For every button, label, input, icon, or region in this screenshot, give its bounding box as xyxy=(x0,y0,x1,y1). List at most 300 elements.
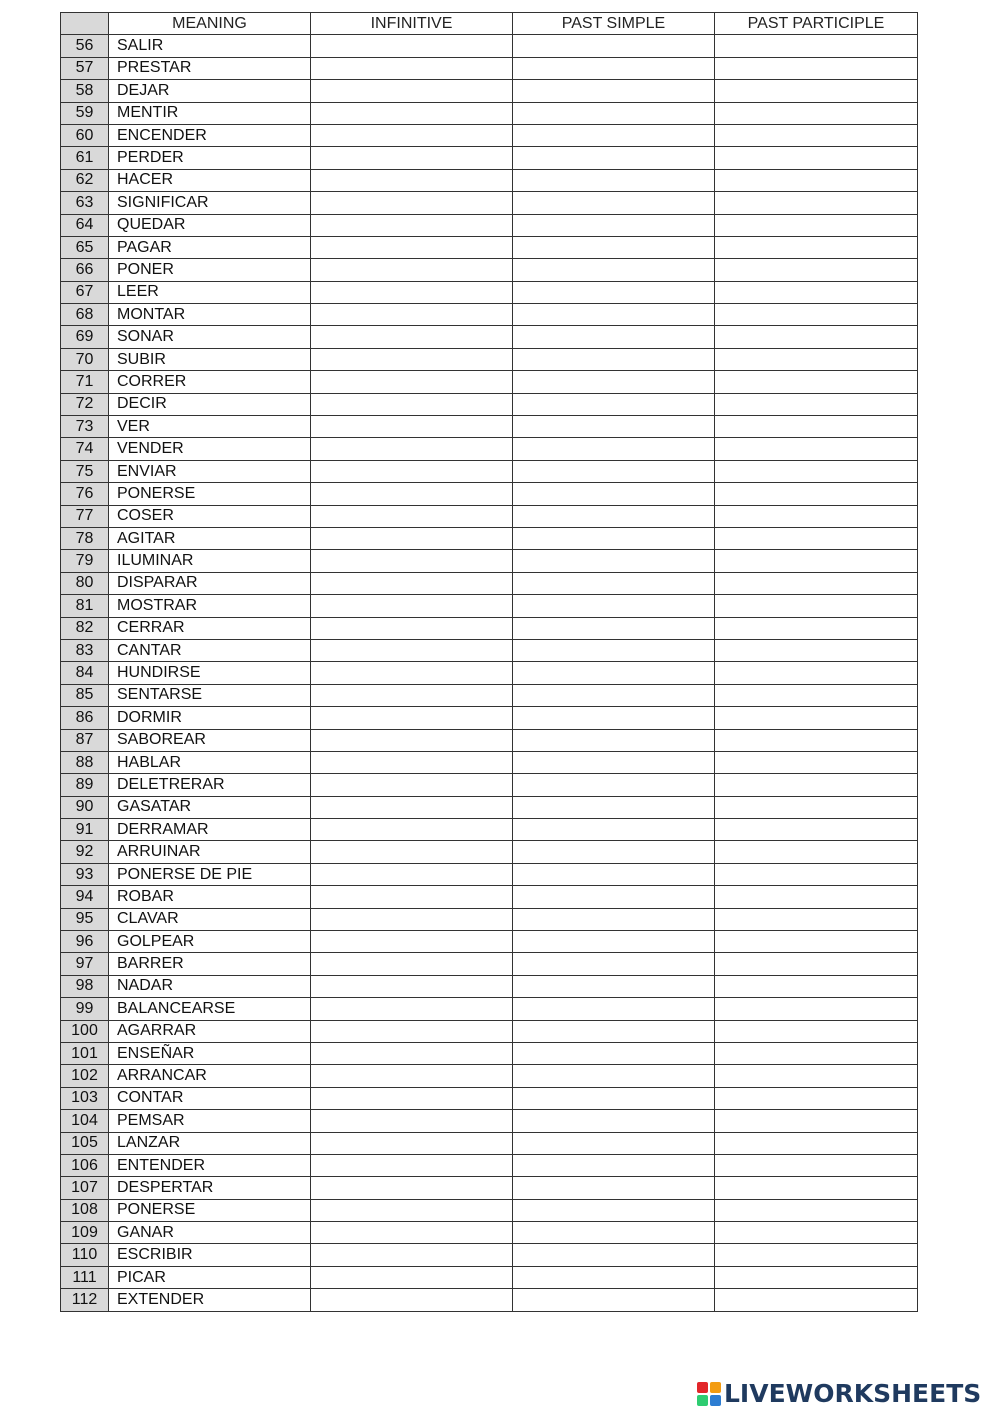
past-participle-cell[interactable] xyxy=(715,684,918,706)
table-row xyxy=(61,1266,918,1288)
row-number: 74 xyxy=(61,438,109,460)
row-number: 89 xyxy=(61,774,109,796)
table-row xyxy=(61,908,918,930)
table-row xyxy=(61,819,918,841)
meaning-cell: EXTENDER xyxy=(109,1289,311,1311)
infinitive-cell[interactable] xyxy=(311,1110,513,1132)
infinitive-cell[interactable] xyxy=(311,774,513,796)
row-number: 102 xyxy=(61,1065,109,1087)
infinitive-cell[interactable] xyxy=(311,1087,513,1109)
meaning-cell: DERRAMAR xyxy=(109,819,311,841)
infinitive-cell[interactable] xyxy=(311,1199,513,1221)
past-participle-cell[interactable] xyxy=(715,80,918,102)
past-simple-cell[interactable] xyxy=(513,483,715,505)
past-participle-cell[interactable] xyxy=(715,1154,918,1176)
past-simple-cell[interactable] xyxy=(513,304,715,326)
past-participle-cell[interactable] xyxy=(715,998,918,1020)
meaning-cell: VENDER xyxy=(109,438,311,460)
meaning-cell: SABOREAR xyxy=(109,729,311,751)
past-simple-cell[interactable] xyxy=(513,1132,715,1154)
past-participle-cell[interactable] xyxy=(715,416,918,438)
past-simple-cell[interactable] xyxy=(513,393,715,415)
row-number: 85 xyxy=(61,684,109,706)
past-participle-cell[interactable] xyxy=(715,35,918,57)
row-number: 75 xyxy=(61,460,109,482)
past-participle-cell[interactable] xyxy=(715,124,918,146)
past-simple-cell[interactable] xyxy=(513,707,715,729)
table-row xyxy=(61,102,918,124)
past-participle-cell[interactable] xyxy=(715,572,918,594)
past-participle-cell[interactable] xyxy=(715,796,918,818)
row-number: 88 xyxy=(61,751,109,773)
table-row xyxy=(61,1020,918,1042)
row-number: 106 xyxy=(61,1154,109,1176)
past-simple-cell[interactable] xyxy=(513,684,715,706)
past-simple-cell[interactable] xyxy=(513,35,715,57)
table-row xyxy=(61,460,918,482)
infinitive-cell[interactable] xyxy=(311,214,513,236)
row-number: 73 xyxy=(61,416,109,438)
table-row xyxy=(61,662,918,684)
past-participle-cell[interactable] xyxy=(715,57,918,79)
infinitive-cell[interactable] xyxy=(311,527,513,549)
infinitive-cell[interactable] xyxy=(311,416,513,438)
past-simple-cell[interactable] xyxy=(513,729,715,751)
infinitive-cell[interactable] xyxy=(311,505,513,527)
table-row xyxy=(61,953,918,975)
infinitive-cell[interactable] xyxy=(311,1042,513,1064)
table-row xyxy=(61,348,918,370)
infinitive-cell[interactable] xyxy=(311,169,513,191)
past-simple-cell[interactable] xyxy=(513,348,715,370)
past-simple-cell[interactable] xyxy=(513,1065,715,1087)
liveworksheets-brand xyxy=(697,1378,981,1410)
meaning-cell: COSER xyxy=(109,505,311,527)
table-row xyxy=(61,998,918,1020)
past-participle-cell[interactable] xyxy=(715,460,918,482)
infinitive-cell[interactable] xyxy=(311,975,513,997)
infinitive-cell[interactable] xyxy=(311,326,513,348)
header-past-simple: PAST SIMPLE xyxy=(513,13,715,35)
row-number: 65 xyxy=(61,236,109,258)
infinitive-cell[interactable] xyxy=(311,998,513,1020)
meaning-cell: PICAR xyxy=(109,1266,311,1288)
row-number: 72 xyxy=(61,393,109,415)
infinitive-cell[interactable] xyxy=(311,57,513,79)
row-number: 107 xyxy=(61,1177,109,1199)
infinitive-cell[interactable] xyxy=(311,1065,513,1087)
past-simple-cell[interactable] xyxy=(513,819,715,841)
infinitive-cell[interactable] xyxy=(311,908,513,930)
past-participle-cell[interactable] xyxy=(715,707,918,729)
past-participle-cell[interactable] xyxy=(715,751,918,773)
meaning-cell: PRESTAR xyxy=(109,57,311,79)
infinitive-cell[interactable] xyxy=(311,147,513,169)
past-participle-cell[interactable] xyxy=(715,729,918,751)
row-number: 78 xyxy=(61,527,109,549)
past-participle-cell[interactable] xyxy=(715,348,918,370)
past-participle-cell[interactable] xyxy=(715,102,918,124)
past-participle-cell[interactable] xyxy=(715,1132,918,1154)
past-participle-cell[interactable] xyxy=(715,214,918,236)
past-participle-cell[interactable] xyxy=(715,236,918,258)
past-simple-cell[interactable] xyxy=(513,57,715,79)
past-participle-cell[interactable] xyxy=(715,1110,918,1132)
meaning-cell: PONERSE xyxy=(109,1199,311,1221)
infinitive-cell[interactable] xyxy=(311,348,513,370)
past-participle-cell[interactable] xyxy=(715,1266,918,1288)
meaning-cell: ILUMINAR xyxy=(109,550,311,572)
past-participle-cell[interactable] xyxy=(715,505,918,527)
table-row xyxy=(61,1244,918,1266)
row-number: 87 xyxy=(61,729,109,751)
past-participle-cell[interactable] xyxy=(715,1289,918,1311)
past-simple-cell[interactable] xyxy=(513,259,715,281)
row-number: 105 xyxy=(61,1132,109,1154)
liveworksheets-logo-icon xyxy=(697,1382,721,1406)
infinitive-cell[interactable] xyxy=(311,259,513,281)
past-participle-cell[interactable] xyxy=(715,550,918,572)
infinitive-cell[interactable] xyxy=(311,102,513,124)
table-row xyxy=(61,617,918,639)
meaning-cell: ESCRIBIR xyxy=(109,1244,311,1266)
past-simple-cell[interactable] xyxy=(513,617,715,639)
table-row xyxy=(61,259,918,281)
meaning-cell: CANTAR xyxy=(109,639,311,661)
row-number: 99 xyxy=(61,998,109,1020)
meaning-cell: BALANCEARSE xyxy=(109,998,311,1020)
table-row xyxy=(61,886,918,908)
past-participle-cell[interactable] xyxy=(715,1087,918,1109)
meaning-cell: NADAR xyxy=(109,975,311,997)
table-row xyxy=(61,416,918,438)
infinitive-cell[interactable] xyxy=(311,1132,513,1154)
row-number: 82 xyxy=(61,617,109,639)
table-row xyxy=(61,169,918,191)
table-row xyxy=(61,639,918,661)
past-simple-cell[interactable] xyxy=(513,80,715,102)
past-simple-cell[interactable] xyxy=(513,281,715,303)
past-simple-cell[interactable] xyxy=(513,975,715,997)
meaning-cell: DECIR xyxy=(109,393,311,415)
past-simple-cell[interactable] xyxy=(513,863,715,885)
past-participle-cell[interactable] xyxy=(715,393,918,415)
infinitive-cell[interactable] xyxy=(311,886,513,908)
past-participle-cell[interactable] xyxy=(715,639,918,661)
infinitive-cell[interactable] xyxy=(311,304,513,326)
meaning-cell: SIGNIFICAR xyxy=(109,192,311,214)
row-number: 58 xyxy=(61,80,109,102)
table-row xyxy=(61,80,918,102)
infinitive-cell[interactable] xyxy=(311,192,513,214)
past-simple-cell[interactable] xyxy=(513,1199,715,1221)
row-number: 84 xyxy=(61,662,109,684)
infinitive-cell[interactable] xyxy=(311,550,513,572)
past-participle-cell[interactable] xyxy=(715,1244,918,1266)
table-row xyxy=(61,1222,918,1244)
past-simple-cell[interactable] xyxy=(513,124,715,146)
table-row xyxy=(61,371,918,393)
table-row xyxy=(61,236,918,258)
row-number: 81 xyxy=(61,595,109,617)
row-number: 66 xyxy=(61,259,109,281)
brand-text: LIVEWORKSHEETS xyxy=(724,1379,982,1408)
meaning-cell: CONTAR xyxy=(109,1087,311,1109)
infinitive-cell[interactable] xyxy=(311,931,513,953)
infinitive-cell[interactable] xyxy=(311,595,513,617)
row-number: 83 xyxy=(61,639,109,661)
past-simple-cell[interactable] xyxy=(513,1289,715,1311)
row-number: 86 xyxy=(61,707,109,729)
table-row xyxy=(61,707,918,729)
row-number: 94 xyxy=(61,886,109,908)
past-participle-cell[interactable] xyxy=(715,931,918,953)
table-row xyxy=(61,863,918,885)
infinitive-cell[interactable] xyxy=(311,1222,513,1244)
past-participle-cell[interactable] xyxy=(715,841,918,863)
infinitive-cell[interactable] xyxy=(311,684,513,706)
past-participle-cell[interactable] xyxy=(715,169,918,191)
table-row xyxy=(61,527,918,549)
past-participle-cell[interactable] xyxy=(715,1020,918,1042)
past-simple-cell[interactable] xyxy=(513,774,715,796)
table-row xyxy=(61,124,918,146)
infinitive-cell[interactable] xyxy=(311,617,513,639)
past-simple-cell[interactable] xyxy=(513,416,715,438)
meaning-cell: PONERSE DE PIE xyxy=(109,863,311,885)
infinitive-cell[interactable] xyxy=(311,953,513,975)
row-number: 67 xyxy=(61,281,109,303)
meaning-cell: BARRER xyxy=(109,953,311,975)
past-simple-cell[interactable] xyxy=(513,953,715,975)
meaning-cell: PEMSAR xyxy=(109,1110,311,1132)
past-participle-cell[interactable] xyxy=(715,1199,918,1221)
meaning-cell: CERRAR xyxy=(109,617,311,639)
verb-table-body xyxy=(61,35,918,1311)
row-number: 76 xyxy=(61,483,109,505)
past-simple-cell[interactable] xyxy=(513,1244,715,1266)
past-simple-cell[interactable] xyxy=(513,1020,715,1042)
past-participle-cell[interactable] xyxy=(715,1177,918,1199)
past-simple-cell[interactable] xyxy=(513,1222,715,1244)
meaning-cell: ENTENDER xyxy=(109,1154,311,1176)
past-participle-cell[interactable] xyxy=(715,371,918,393)
past-participle-cell[interactable] xyxy=(715,1222,918,1244)
infinitive-cell[interactable] xyxy=(311,236,513,258)
infinitive-cell[interactable] xyxy=(311,1266,513,1288)
row-number: 57 xyxy=(61,57,109,79)
meaning-cell: MONTAR xyxy=(109,304,311,326)
row-number: 91 xyxy=(61,819,109,841)
row-number: 90 xyxy=(61,796,109,818)
past-simple-cell[interactable] xyxy=(513,1266,715,1288)
table-row xyxy=(61,550,918,572)
past-simple-cell[interactable] xyxy=(513,998,715,1020)
meaning-cell: ARRUINAR xyxy=(109,841,311,863)
past-simple-cell[interactable] xyxy=(513,1087,715,1109)
past-participle-cell[interactable] xyxy=(715,908,918,930)
past-participle-cell[interactable] xyxy=(715,953,918,975)
past-simple-cell[interactable] xyxy=(513,102,715,124)
past-participle-cell[interactable] xyxy=(715,438,918,460)
infinitive-cell[interactable] xyxy=(311,639,513,661)
table-row xyxy=(61,304,918,326)
table-row xyxy=(61,729,918,751)
row-number: 64 xyxy=(61,214,109,236)
infinitive-cell[interactable] xyxy=(311,35,513,57)
table-row xyxy=(61,438,918,460)
meaning-cell: PONERSE xyxy=(109,483,311,505)
past-simple-cell[interactable] xyxy=(513,639,715,661)
infinitive-cell[interactable] xyxy=(311,1020,513,1042)
meaning-cell: DESPERTAR xyxy=(109,1177,311,1199)
past-simple-cell[interactable] xyxy=(513,1110,715,1132)
infinitive-cell[interactable] xyxy=(311,460,513,482)
header-number xyxy=(61,13,109,35)
infinitive-cell[interactable] xyxy=(311,1289,513,1311)
past-participle-cell[interactable] xyxy=(715,819,918,841)
past-participle-cell[interactable] xyxy=(715,326,918,348)
infinitive-cell[interactable] xyxy=(311,707,513,729)
table-row xyxy=(61,1289,918,1311)
table-row xyxy=(61,1177,918,1199)
row-number: 69 xyxy=(61,326,109,348)
past-participle-cell[interactable] xyxy=(715,527,918,549)
past-participle-cell[interactable] xyxy=(715,192,918,214)
past-participle-cell[interactable] xyxy=(715,595,918,617)
past-simple-cell[interactable] xyxy=(513,886,715,908)
meaning-cell: PAGAR xyxy=(109,236,311,258)
row-number: 93 xyxy=(61,863,109,885)
past-simple-cell[interactable] xyxy=(513,1177,715,1199)
infinitive-cell[interactable] xyxy=(311,863,513,885)
past-simple-cell[interactable] xyxy=(513,908,715,930)
infinitive-cell[interactable] xyxy=(311,729,513,751)
infinitive-cell[interactable] xyxy=(311,751,513,773)
infinitive-cell[interactable] xyxy=(311,124,513,146)
header-past-participle: PAST PARTICIPLE xyxy=(715,13,918,35)
row-number: 60 xyxy=(61,124,109,146)
table-row xyxy=(61,505,918,527)
row-number: 112 xyxy=(61,1289,109,1311)
logo-square-blue xyxy=(710,1395,721,1406)
past-participle-cell[interactable] xyxy=(715,147,918,169)
past-participle-cell[interactable] xyxy=(715,863,918,885)
past-simple-cell[interactable] xyxy=(513,214,715,236)
infinitive-cell[interactable] xyxy=(311,438,513,460)
table-row xyxy=(61,1154,918,1176)
past-simple-cell[interactable] xyxy=(513,460,715,482)
logo-square-red xyxy=(697,1382,708,1393)
row-number: 111 xyxy=(61,1266,109,1288)
row-number: 80 xyxy=(61,572,109,594)
row-number: 63 xyxy=(61,192,109,214)
past-simple-cell[interactable] xyxy=(513,326,715,348)
infinitive-cell[interactable] xyxy=(311,572,513,594)
infinitive-cell[interactable] xyxy=(311,80,513,102)
past-participle-cell[interactable] xyxy=(715,975,918,997)
past-simple-cell[interactable] xyxy=(513,438,715,460)
table-row xyxy=(61,975,918,997)
past-simple-cell[interactable] xyxy=(513,751,715,773)
infinitive-cell[interactable] xyxy=(311,819,513,841)
past-simple-cell[interactable] xyxy=(513,371,715,393)
meaning-cell: PERDER xyxy=(109,147,311,169)
infinitive-cell[interactable] xyxy=(311,1177,513,1199)
table-row xyxy=(61,192,918,214)
past-simple-cell[interactable] xyxy=(513,147,715,169)
past-participle-cell[interactable] xyxy=(715,617,918,639)
row-number: 98 xyxy=(61,975,109,997)
row-number: 79 xyxy=(61,550,109,572)
table-row xyxy=(61,774,918,796)
meaning-cell: SALIR xyxy=(109,35,311,57)
past-simple-cell[interactable] xyxy=(513,595,715,617)
infinitive-cell[interactable] xyxy=(311,841,513,863)
meaning-cell: DEJAR xyxy=(109,80,311,102)
past-simple-cell[interactable] xyxy=(513,192,715,214)
infinitive-cell[interactable] xyxy=(311,796,513,818)
meaning-cell: HACER xyxy=(109,169,311,191)
infinitive-cell[interactable] xyxy=(311,1244,513,1266)
row-number: 92 xyxy=(61,841,109,863)
infinitive-cell[interactable] xyxy=(311,483,513,505)
past-simple-cell[interactable] xyxy=(513,1154,715,1176)
past-simple-cell[interactable] xyxy=(513,931,715,953)
table-row xyxy=(61,483,918,505)
row-number: 97 xyxy=(61,953,109,975)
past-simple-cell[interactable] xyxy=(513,550,715,572)
meaning-cell: ARRANCAR xyxy=(109,1065,311,1087)
past-participle-cell[interactable] xyxy=(715,886,918,908)
meaning-cell: AGARRAR xyxy=(109,1020,311,1042)
past-simple-cell[interactable] xyxy=(513,1042,715,1064)
row-number: 61 xyxy=(61,147,109,169)
meaning-cell: MENTIR xyxy=(109,102,311,124)
infinitive-cell[interactable] xyxy=(311,371,513,393)
past-participle-cell[interactable] xyxy=(715,304,918,326)
past-simple-cell[interactable] xyxy=(513,662,715,684)
past-participle-cell[interactable] xyxy=(715,1065,918,1087)
row-number: 95 xyxy=(61,908,109,930)
table-row xyxy=(61,572,918,594)
meaning-cell: SONAR xyxy=(109,326,311,348)
past-simple-cell[interactable] xyxy=(513,505,715,527)
past-participle-cell[interactable] xyxy=(715,281,918,303)
header-row xyxy=(61,13,918,35)
past-participle-cell[interactable] xyxy=(715,662,918,684)
meaning-cell: LANZAR xyxy=(109,1132,311,1154)
table-row xyxy=(61,1065,918,1087)
past-simple-cell[interactable] xyxy=(513,169,715,191)
past-participle-cell[interactable] xyxy=(715,774,918,796)
past-participle-cell[interactable] xyxy=(715,1042,918,1064)
table-row xyxy=(61,35,918,57)
past-simple-cell[interactable] xyxy=(513,796,715,818)
infinitive-cell[interactable] xyxy=(311,1154,513,1176)
past-simple-cell[interactable] xyxy=(513,236,715,258)
past-participle-cell[interactable] xyxy=(715,483,918,505)
infinitive-cell[interactable] xyxy=(311,662,513,684)
infinitive-cell[interactable] xyxy=(311,393,513,415)
past-simple-cell[interactable] xyxy=(513,572,715,594)
past-simple-cell[interactable] xyxy=(513,841,715,863)
past-participle-cell[interactable] xyxy=(715,259,918,281)
past-simple-cell[interactable] xyxy=(513,527,715,549)
infinitive-cell[interactable] xyxy=(311,281,513,303)
row-number: 70 xyxy=(61,348,109,370)
header-meaning: MEANING xyxy=(109,13,311,35)
